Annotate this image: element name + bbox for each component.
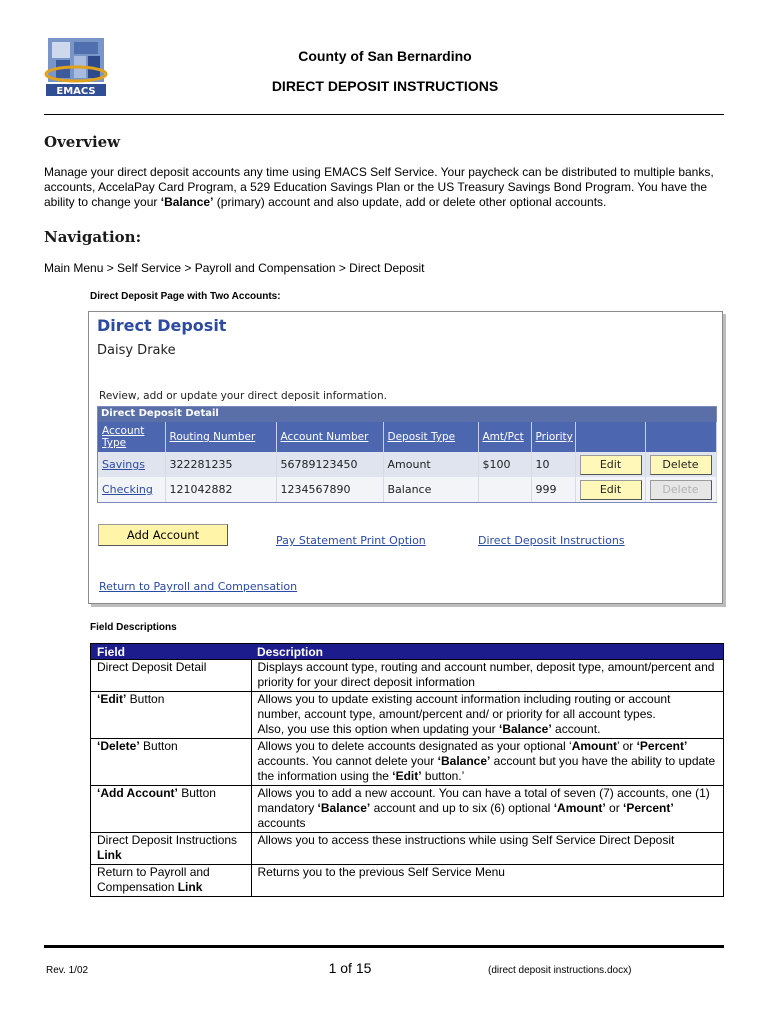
navigation-heading: Navigation: xyxy=(44,228,142,246)
col-field: Field xyxy=(91,644,251,660)
pay-statement-print-link[interactable]: Pay Statement Print Option xyxy=(276,534,426,547)
col-priority[interactable]: Priority xyxy=(531,422,575,452)
edit-button[interactable]: Edit xyxy=(580,455,642,475)
field-description: Allows you to access these instructions while using Self Service Direct Deposit xyxy=(251,833,723,865)
amount-percent xyxy=(478,477,531,502)
table-row xyxy=(91,833,723,865)
routing-number: 121042882 xyxy=(165,477,276,502)
col-routing-number[interactable]: Routing Number xyxy=(165,422,276,452)
page-number: 1 of 15 xyxy=(328,960,372,976)
table-row xyxy=(91,692,723,739)
emacs-logo xyxy=(44,36,108,98)
return-to-payroll-link[interactable]: Return to Payroll and Compensation xyxy=(99,580,298,593)
account-type-link[interactable]: Checking xyxy=(102,483,153,496)
field-name: ‘Delete’ Button xyxy=(91,739,251,786)
field-name: Return to Payroll and Compensation Link xyxy=(91,865,251,897)
col-delete xyxy=(645,422,716,452)
col-account-type[interactable]: Account Type xyxy=(98,422,165,452)
field-name: Direct Deposit Detail xyxy=(91,660,251,692)
review-text: Review, add or update your direct deposit information. xyxy=(99,390,387,402)
grid-caption: Direct Deposit Detail xyxy=(98,407,716,422)
priority: 999 xyxy=(531,477,575,502)
field-name: Direct Deposit Instructions Link xyxy=(91,833,251,865)
field-description: Allows you to delete accounts designated as your optional ‘Amount’ or ‘Percent’ accounts. You cannot delete your ‘Balance’ account but you have the ability to update the information using the ‘Edit’ button.’ xyxy=(251,739,723,786)
field-description: Displays account type, routing and account number, deposit type, amount/percent and priority for your direct deposit information xyxy=(251,660,723,692)
field-description: Returns you to the previous Self Service Menu xyxy=(251,865,723,897)
table-row xyxy=(91,865,723,897)
file-name: (direct deposit instructions.docx) xyxy=(488,965,632,976)
deposit-type: Amount xyxy=(383,452,478,477)
routing-number: 322281235 xyxy=(165,452,276,477)
priority: 10 xyxy=(531,452,575,477)
delete-button-disabled: Delete xyxy=(650,480,712,500)
col-deposit-type[interactable]: Deposit Type xyxy=(383,422,478,452)
account-number: 1234567890 xyxy=(276,477,383,502)
screenshot-caption: Direct Deposit Page with Two Accounts: xyxy=(90,291,281,302)
col-description: Description xyxy=(251,644,723,660)
deposit-type: Balance xyxy=(383,477,478,502)
table-header-row xyxy=(91,644,723,660)
field-name: ‘Edit’ Button xyxy=(91,692,251,739)
footer-divider xyxy=(44,945,724,948)
col-account-number[interactable]: Account Number xyxy=(276,422,383,452)
field-description: Allows you to add a new account. You can have a total of seven (7) accounts, one (1) mandatory ‘Balance’ account and up to six (6) optional ‘Amount’ or ‘Percent’ accounts xyxy=(251,786,723,833)
edit-button[interactable]: Edit xyxy=(580,480,642,500)
revision-label: Rev. 1/02 xyxy=(46,965,89,976)
overview-heading: Overview xyxy=(44,133,121,151)
svg-text:EMACS: EMACS xyxy=(56,86,96,97)
table-row xyxy=(98,477,716,502)
table-row xyxy=(91,739,723,786)
account-number: 56789123450 xyxy=(276,452,383,477)
table-row xyxy=(91,660,723,692)
table-row xyxy=(98,452,716,477)
direct-deposit-screenshot xyxy=(88,311,723,604)
add-account-button[interactable]: Add Account xyxy=(98,524,228,546)
field-descriptions-table xyxy=(90,643,724,897)
county-name: County of San Bernardino xyxy=(298,48,472,64)
direct-deposit-instructions-link[interactable]: Direct Deposit Instructions xyxy=(478,534,625,547)
grid-header-row xyxy=(98,422,716,452)
overview-paragraph: Manage your direct deposit accounts any time using EMACS Self Service. Your paycheck can be distributed to multiple banks, accounts, AccelaPay Card Program, a 529 Education Savings Plan or the US Treasury Savings Bond Program. You have the ability to change your ‘Balance’ (primary) account and also update, add or delete other optional accounts. xyxy=(44,165,714,209)
page-title: Direct Deposit xyxy=(97,316,227,335)
employee-name: Daisy Drake xyxy=(97,343,176,358)
direct-deposit-grid xyxy=(97,406,717,503)
header-divider xyxy=(44,114,724,115)
field-descriptions-caption: Field Descriptions xyxy=(90,622,177,633)
table-row xyxy=(91,786,723,833)
navigation-path: Main Menu > Self Service > Payroll and Compensation > Direct Deposit xyxy=(44,261,425,275)
col-edit xyxy=(575,422,645,452)
field-description: Allows you to update existing account information including routing or account number, account type, amount/percent and/ or priority for all account types. Also, you use this option when updating your ‘Balance’ account. xyxy=(251,692,723,739)
account-type-link[interactable]: Savings xyxy=(102,458,145,471)
field-name: ‘Add Account’ Button xyxy=(91,786,251,833)
delete-button[interactable]: Delete xyxy=(650,455,712,475)
col-amt-pct[interactable]: Amt/Pct xyxy=(478,422,531,452)
document-title: DIRECT DEPOSIT INSTRUCTIONS xyxy=(271,78,499,94)
amount-percent: $100 xyxy=(478,452,531,477)
